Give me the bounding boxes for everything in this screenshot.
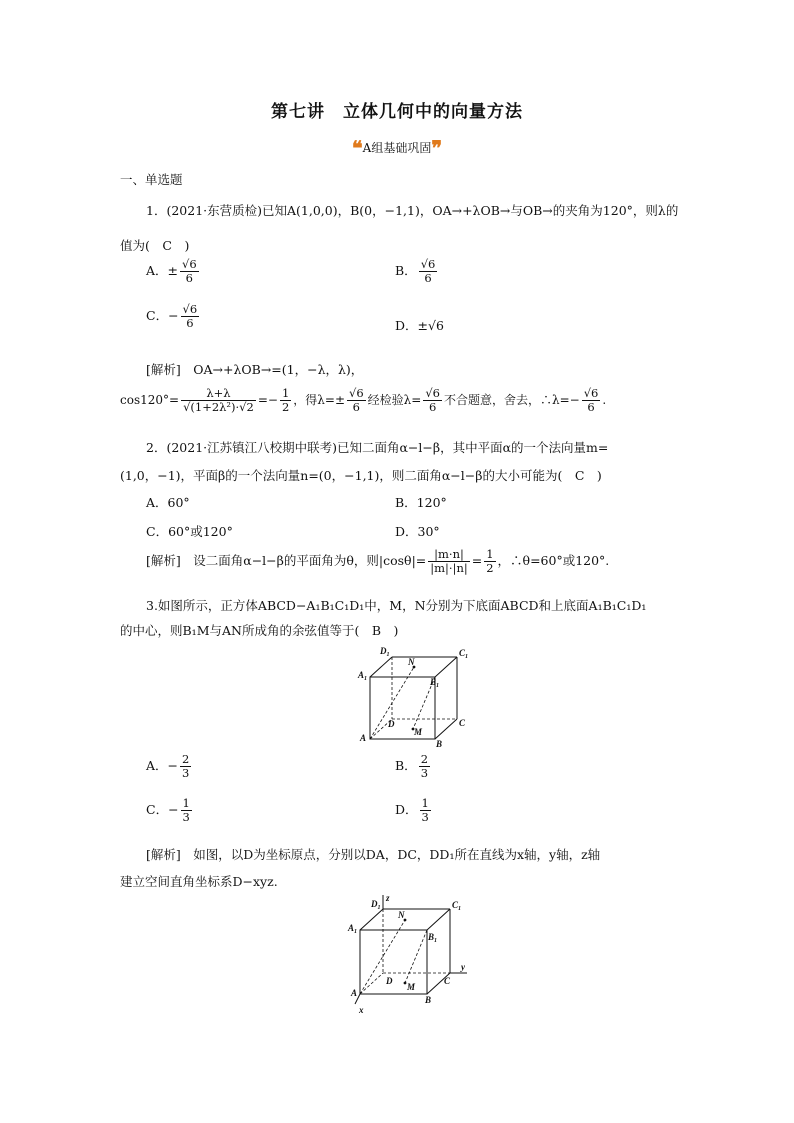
- q1-option-c: [146, 303, 201, 330]
- frac-den: √(1+2λ²)·√2: [183, 400, 254, 415]
- label-a: A: [360, 733, 367, 743]
- q1-option-a-frac: [180, 258, 199, 285]
- label-b: B: [436, 739, 443, 749]
- q3-option-a-frac: [180, 753, 191, 780]
- q1-solution-line1: [解析] OA→+λOB→=(1，−λ，λ)，: [146, 362, 364, 377]
- q3-option-a-label: A．−: [146, 758, 179, 774]
- label-c: C: [444, 976, 451, 986]
- q3-option-d-label: D．: [395, 802, 418, 818]
- q1-stem-line2: 值为( C ): [120, 238, 190, 253]
- q2-option-c: C．60°或120°: [146, 524, 233, 539]
- q1-option-b: [395, 258, 439, 285]
- q3-option-b-label: B．: [395, 758, 417, 774]
- q3-option-d-frac: [420, 797, 431, 824]
- text-seg: [解析] 设二面角α−l−β的平面角为θ，则|cosθ|=: [146, 553, 427, 569]
- label-x-axis: x: [359, 1005, 364, 1015]
- q2-option-b: B．120°: [395, 495, 447, 510]
- frac-den: 3: [421, 810, 429, 825]
- frac-num: √6: [349, 386, 364, 400]
- label-d: D: [388, 719, 395, 729]
- q3-option-d: [395, 797, 433, 824]
- frac-den: 6: [424, 271, 432, 286]
- q2-option-a: A．60°: [146, 495, 190, 510]
- q2-stem-line1: 2．(2021·江苏镇江八校期中联考)已知二面角α−l−β，其中平面α的一个法向量m=: [146, 440, 609, 455]
- label-c1: $C_1$: [452, 900, 462, 912]
- open-quote-icon: ❝: [351, 136, 363, 160]
- frac-den: 3: [182, 810, 190, 825]
- label-a: A: [351, 988, 358, 998]
- label-d: D: [386, 976, 393, 986]
- segment-b1m: [405, 930, 427, 983]
- edge-b1-c1: [427, 909, 450, 930]
- label-c: C: [459, 718, 466, 728]
- label-b: B: [425, 995, 432, 1005]
- q1-option-a: [146, 258, 201, 285]
- cube-axes-figure: [335, 893, 475, 1018]
- q2-sol-frac2: [484, 548, 495, 575]
- frac-num: √6: [420, 257, 436, 271]
- edge-b-c: [435, 719, 457, 739]
- q3-option-b: [395, 753, 432, 780]
- frac-num: 1: [182, 796, 190, 810]
- frac-den: 6: [185, 271, 193, 286]
- text-seg: ，得λ=±: [293, 393, 345, 408]
- text-seg: ，∴θ=60°或120°.: [497, 553, 610, 569]
- frac-den: 6: [587, 400, 595, 415]
- q1-option-d: D．±√6: [395, 318, 444, 333]
- edge-b1-c1: [435, 657, 457, 677]
- q1-sol-frac1: [181, 387, 256, 414]
- label-m: M: [414, 727, 423, 737]
- frac-num: 1: [421, 796, 429, 810]
- cube-figure: [350, 640, 470, 750]
- page-title: 第七讲 立体几何中的向量方法: [271, 102, 523, 122]
- frac-den: 2: [486, 561, 494, 576]
- q1-option-a-label: A．±: [146, 263, 179, 279]
- label-a1: $A_1$: [348, 923, 358, 935]
- q2-option-d: D．30°: [395, 524, 440, 539]
- frac-den: 3: [420, 766, 429, 781]
- q1-sol-frac5: [582, 387, 601, 414]
- frac-num: 1: [486, 547, 494, 561]
- label-c1: $C_1$: [459, 648, 469, 660]
- hidden-edge-a-d: [360, 973, 383, 994]
- text-seg: =: [471, 553, 483, 569]
- q3-solution-line1: [解析] 如图，以D为坐标原点，分别以DA，DC，DD₁所在直线为x轴，y轴，z轴: [146, 847, 601, 862]
- frac-num: |m·n|: [428, 548, 469, 562]
- label-d1: $D_1$: [380, 646, 390, 658]
- cube-front-face: [360, 930, 427, 994]
- edge-a1-d1: [370, 657, 392, 677]
- frac-num: 1: [281, 386, 290, 400]
- section-heading: 一、单选题: [120, 172, 183, 187]
- frac-num: 2: [182, 752, 190, 766]
- label-a1: $A_1$: [358, 670, 368, 682]
- label-z-axis: z: [386, 893, 390, 903]
- q2-sol-frac1: [428, 548, 469, 575]
- group-label: A组基础巩固: [362, 141, 432, 155]
- frac-den: 6: [186, 316, 194, 331]
- label-b1: $B_1$: [430, 677, 440, 689]
- frac-den: 2: [281, 400, 290, 415]
- q2-solution: [146, 548, 609, 575]
- frac-num: √6: [425, 386, 440, 400]
- q1-option-c-label: C．−: [146, 308, 179, 324]
- q1-option-c-frac: [181, 303, 200, 330]
- q1-stem-line1: 1．(2021·东营质检)已知A(1,0,0)，B(0，−1,1)，OA→+λOB→与OB→的夹角为120°，则λ的: [146, 203, 679, 218]
- q3-option-c: [146, 797, 194, 824]
- frac-num: √6: [182, 302, 198, 316]
- q1-sol-frac2: [280, 387, 291, 414]
- q3-solution-line2: 建立空间直角坐标系D−xyz.: [120, 874, 278, 889]
- q3-option-b-frac: [419, 753, 430, 780]
- frac-den: |m|·|n|: [430, 561, 468, 576]
- label-d1: $D_1$: [371, 899, 381, 911]
- frac-num: √6: [182, 257, 197, 271]
- q1-solution-line2: [120, 387, 606, 414]
- close-quote-icon: ❞: [431, 136, 443, 160]
- frac-num: 2: [420, 752, 429, 766]
- q3-option-a: [146, 753, 193, 780]
- q3-stem-line2: 的中心，则B₁M与AN所成角的余弦值等于( B ): [120, 623, 399, 638]
- group-heading: [0, 136, 794, 160]
- point-m: [404, 982, 407, 985]
- segment-an: [360, 920, 405, 994]
- q3-option-c-label: C．−: [146, 802, 179, 818]
- q1-sol-frac4: [423, 387, 442, 414]
- q1-sol-frac3: [347, 387, 366, 414]
- frac-num: λ+λ: [181, 387, 256, 401]
- frac-den: 6: [428, 400, 437, 415]
- frac-den: 3: [182, 766, 190, 781]
- frac-den: 6: [352, 400, 360, 415]
- text-seg: 经检验λ=: [367, 393, 422, 408]
- label-y-axis: y: [461, 962, 465, 972]
- text-seg: cos120°=: [120, 393, 180, 408]
- label-n: N: [398, 910, 405, 920]
- q2-stem-line2: (1,0，−1)，平面β的一个法向量n=(0，−1,1)，则二面角α−l−β的大小可能为( C ): [120, 468, 602, 483]
- q3-stem-line1: 3.如图所示，正方体ABCD−A₁B₁C₁D₁中，M，N分别为下底面ABCD和上底面A₁B₁C₁D₁: [146, 598, 647, 613]
- q3-option-c-frac: [181, 797, 192, 824]
- text-seg: =−: [257, 393, 278, 408]
- label-b1: $B_1$: [428, 932, 438, 944]
- q1-option-b-label: B．: [395, 263, 417, 279]
- label-n: N: [408, 657, 415, 667]
- frac-num: √6: [583, 386, 599, 400]
- q1-option-b-frac: [419, 258, 438, 285]
- text-seg: .: [602, 393, 607, 408]
- edge-a1-d1: [360, 909, 383, 930]
- label-m: M: [407, 982, 416, 992]
- text-seg: 不合题意，舍去，∴λ=−: [443, 393, 580, 408]
